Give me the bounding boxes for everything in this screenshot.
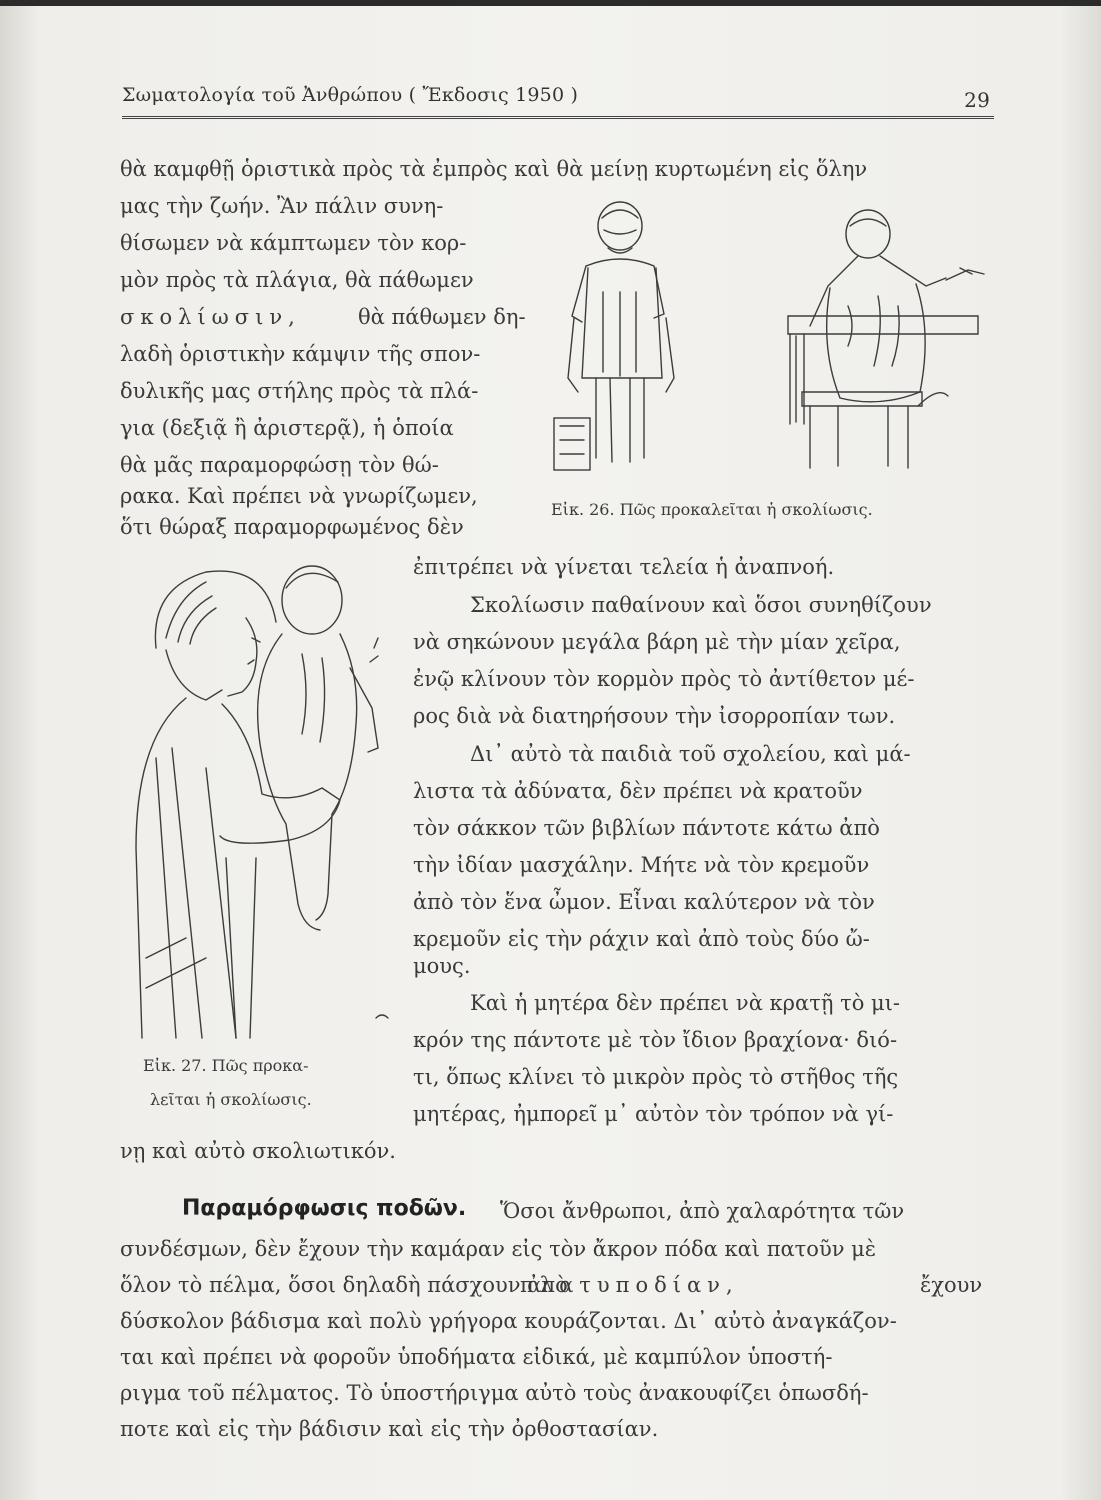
body-line: ριγμα τοῦ πέλματος. Τὸ ὑποστήριγμα αὐτὸ τοὺς ἀνακουφίζει ὁπωσδή-: [120, 1381, 869, 1405]
body-line: ὅλον τὸ πέλμα, ὅσοι δηλαδὴ πάσχουν ἀπὸ: [120, 1273, 568, 1297]
body-line: Σκολίωσιν παθαίνουν καὶ ὅσοι συνηθίζουν: [470, 593, 932, 617]
section-heading: Παραμόρφωσις ποδῶν.: [182, 1196, 467, 1221]
header-rule: [122, 116, 994, 119]
body-line-spaced-term: πλατυποδίαν,: [520, 1273, 739, 1297]
body-line: νὰ σηκώνουν μεγάλα βάρη μὲ τὴν μίαν χεῖρα,: [413, 630, 901, 654]
body-line: δυλικῆς μας στήλης πρὸς τὰ πλά-: [120, 379, 479, 403]
body-line: μητέρας, ἠμπορεῖ μ᾿ αὐτὸν τὸν τρόπον νὰ γί-: [413, 1102, 894, 1126]
body-line: ἔχουν: [920, 1273, 983, 1297]
top-edge: [0, 0, 1101, 6]
body-line: ται καὶ πρέπει νὰ φοροῦν ὑποδήματα εἰδικά, μὲ καμπύλον ὑποστή-: [120, 1345, 833, 1369]
body-line: ἀπὸ τὸν ἕνα ὦμον. Εἶναι καλύτερον νὰ τὸν: [413, 890, 875, 914]
body-line: συνδέσμων, δὲν ἔχουν τὴν καμάραν εἰς τὸν ἄκρον πόδα καὶ πατοῦν μὲ: [120, 1237, 877, 1261]
figure-27-illustration: [126, 558, 416, 1048]
body-line: ποτε καὶ εἰς τὴν βάδισιν καὶ εἰς τὴν ὀρθοστασίαν.: [120, 1417, 659, 1441]
body-line: για (δεξιᾷ ἢ ἀριστερᾷ), ἡ ὁποία: [120, 416, 454, 440]
running-header: [122, 84, 994, 112]
body-line: δύσκολον βάδισμα καὶ πολὺ γρήγορα κουράζονται. Δι᾿ αὐτὸ ἀναγκάζον-: [120, 1309, 897, 1333]
body-line: τὸν σάκκον τῶν βιβλίων πάντοτε κάτω ἀπὸ: [413, 816, 880, 840]
body-line: μὸν πρὸς τὰ πλάγια, θὰ πάθωμεν: [120, 268, 474, 292]
page-number: 29: [964, 88, 990, 112]
body-line: Δι᾿ αὐτὸ τὰ παιδιὰ τοῦ σχολείου, καὶ μά-: [470, 742, 911, 766]
body-line: θὰ πάθωμεν δη-: [358, 305, 526, 329]
body-line: κρόν της πάντοτε μὲ τὸν ἴδιον βραχίονα· διό-: [413, 1028, 898, 1052]
body-line: ὅτι θώραξ παραμορφωμένος δὲν: [120, 515, 464, 539]
body-line-spaced-term: σκολίωσιν,: [120, 305, 301, 329]
body-line: τὴν ἰδίαν μασχάλην. Μήτε νὰ τὸν κρεμοῦν: [413, 853, 870, 877]
figure-26-illustration: [548, 196, 988, 486]
body-line: ρακα. Καὶ πρέπει νὰ γνωρίζωμεν,: [120, 484, 478, 508]
body-line: μους.: [413, 954, 471, 978]
body-line: θὰ καμφθῇ ὁριστικὰ πρὸς τὰ ἐμπρὸς καὶ θὰ μείνῃ κυρτωμένη εἰς ὅλην: [120, 157, 868, 181]
body-line: ρος διὰ νὰ διατηρήσουν τὴν ἰσορροπίαν των.: [413, 704, 896, 728]
body-line: ἐπιτρέπει νὰ γίνεται τελεία ἡ ἀναπνοή.: [413, 555, 835, 579]
running-header-title: Σωματολογία τοῦ Ἀνθρώπου ( Ἔκδοσις 1950 ): [122, 84, 579, 106]
body-line: Ὅσοι ἄνθρωποι, ἀπὸ χαλαρότητα τῶν: [500, 1199, 905, 1223]
body-line: θίσωμεν νὰ κάμπτωμεν τὸν κορ-: [120, 231, 467, 255]
body-line: λαδὴ ὁριστικὴν κάμψιν τῆς σπον-: [120, 342, 481, 366]
body-line: μας τὴν ζωήν. Ἂν πάλιν συνη-: [120, 194, 444, 218]
body-line: τι, ὅπως κλίνει τὸ μικρὸν πρὸς τὸ στῆθος τῆς: [413, 1065, 899, 1089]
body-line: θὰ μᾶς παραμορφώσῃ τὸν θώ-: [120, 453, 439, 477]
body-line: κρεμοῦν εἰς τὴν ράχιν καὶ ἀπὸ τοὺς δύο ὤ-: [413, 927, 870, 951]
figure-27-caption-line-1: Εἰκ. 27. Πῶς προκα-: [143, 1056, 309, 1075]
body-line: λιστα τὰ ἀδύνατα, δὲν πρέπει νὰ κρατοῦν: [413, 779, 863, 803]
body-line: ἐνῷ κλίνουν τὸν κορμὸν πρὸς τὸ ἀντίθετον μέ-: [413, 667, 915, 691]
body-line: νῃ καὶ αὐτὸ σκολιωτικόν.: [120, 1139, 396, 1163]
body-line: Καὶ ἡ μητέρα δὲν πρέπει νὰ κρατῇ τὸ μι-: [470, 991, 900, 1015]
figure-26-caption: Εἰκ. 26. Πῶς προκαλεῖται ἡ σκολίωσις.: [551, 500, 873, 519]
figure-27-caption-line-2: λεῖται ἡ σκολίωσις.: [150, 1090, 312, 1109]
